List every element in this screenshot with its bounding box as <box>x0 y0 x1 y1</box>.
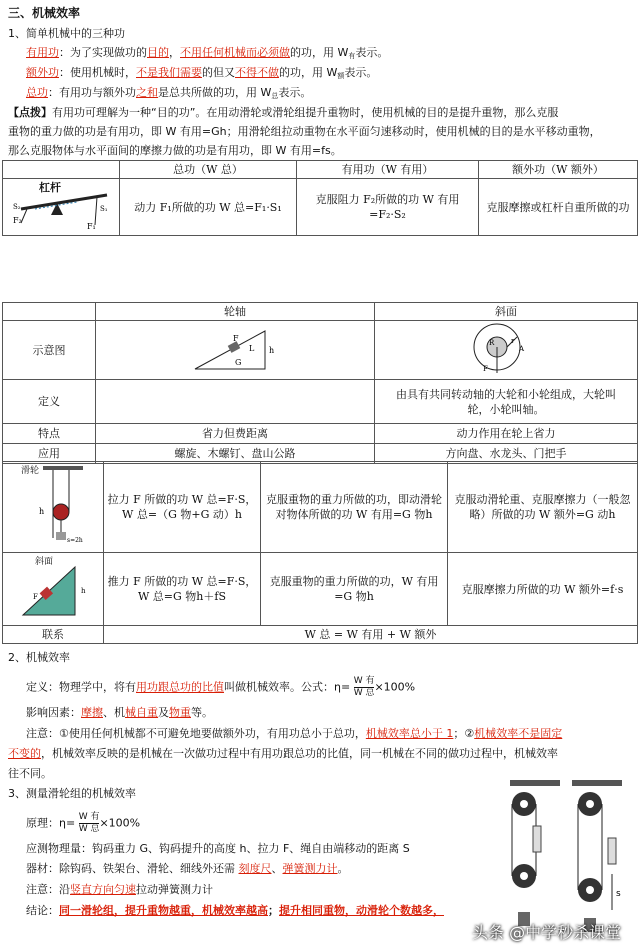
useful-text: ：为了实现做功的 <box>59 46 147 59</box>
wheel-axle-diagram <box>461 321 551 375</box>
def-frac <box>354 676 375 699</box>
svg-text:F₂: F₂ <box>13 216 22 225</box>
svg-text:A: A <box>519 345 525 353</box>
svg-text:h: h <box>39 507 45 516</box>
frac-num: W 有 <box>353 676 375 686</box>
slope-app: 方向盘、水龙头、门把手 <box>375 444 638 464</box>
svg-text:s=2h: s=2h <box>67 537 83 544</box>
header-extra-work: 额外功（W 额外） <box>479 161 638 179</box>
extra-label: 额外功 <box>26 66 59 79</box>
note-text3: ，机械效率反映的是机械在一次做功过程中有用功跟总功的比值，同一机械在不同的做功过程中，机械效率 <box>41 747 558 760</box>
extra-hl1: 不是我们需要 <box>136 66 202 79</box>
t2-header-slope: 斜面 <box>375 303 638 321</box>
svg-text:S₁: S₁ <box>100 205 108 213</box>
principle-frac <box>79 812 100 835</box>
extra-hl2: 不得不做 <box>235 66 279 79</box>
incline-diagram <box>185 321 285 375</box>
note-text1: 注意：①使用任何机械都不可避免地要做额外功，有用功总小于总功， <box>26 727 366 740</box>
factors-text2: 、机 <box>103 706 125 719</box>
equipment-hl2: 弹簧测力计 <box>282 862 338 875</box>
slope-extra-cell: 克服摩擦力所做的功 W 额外=f·s <box>448 553 638 626</box>
note-hl3: 不变的 <box>8 747 41 760</box>
pulley-slope-table <box>2 461 638 644</box>
pulley-extra-cell: 克服动滑轮重、克服摩擦力（一般忽略）所做的功 W 额外=G 动h <box>448 462 638 553</box>
extra-work-line <box>26 64 377 81</box>
svg-text:R: R <box>489 339 495 347</box>
link-formula: W 总 = W 有用 + W 额外 <box>104 626 638 644</box>
total-text3: 表示。 <box>278 86 312 99</box>
useful-text3: 的功，用 W <box>290 46 349 59</box>
principle-frac-num: W 有 <box>78 812 100 822</box>
header-total-work: 总功（W 总） <box>120 161 297 179</box>
frac-den: W 总 <box>353 688 375 698</box>
pulley-label: 滑轮 <box>21 466 40 476</box>
equipment-text2: 、 <box>271 862 283 875</box>
total-work-line <box>26 84 311 101</box>
quantities-line: 应测物理量：钩码重力 G、钩码提升的高度 h、拉力 F、绳自由端移动的距离 S <box>26 842 410 855</box>
lever-table <box>2 160 638 236</box>
factors-hl1: 摩擦 <box>81 706 103 719</box>
tip-line3: 那么克服物体与水平面间的摩擦力做的功是有用功，即 W 有用=fs。 <box>8 144 342 157</box>
slope-label: 斜面 <box>35 557 54 567</box>
extra-text2: 的但又 <box>202 66 235 79</box>
def-text2: 叫做机械效率。公式：η= <box>224 680 351 694</box>
tip-line1 <box>8 104 558 120</box>
svg-text:s: s <box>616 889 621 899</box>
note-text2: ；② <box>453 727 475 740</box>
s3-title: 3、测量滑轮组的机械效率 <box>8 787 136 800</box>
t2-header-wheel: 轮轴 <box>96 303 375 321</box>
principle-frac-den: W 总 <box>78 824 100 834</box>
svg-text:F: F <box>233 334 239 343</box>
svg-text:L: L <box>249 344 255 353</box>
principle-line <box>26 812 140 835</box>
slope-useful-cell: 克服重物的重力所做的功，W 有用=G 物h <box>261 553 448 626</box>
pulley-useful-cell: 克服重物的重力所做的功，即动滑轮对物体所做的功 W 有用=G 物h <box>261 462 448 553</box>
attention-text1: 注意：沿 <box>26 883 70 896</box>
row-feature-label: 特点 <box>3 424 96 444</box>
axle-diagram-cell <box>375 321 638 380</box>
def-text3: ×100% <box>374 680 416 694</box>
lever-diagram-cell <box>3 179 120 236</box>
total-hl1: 之和 <box>136 86 158 99</box>
extra-text4: 表示。 <box>344 66 378 79</box>
wheel-diagram-cell <box>96 321 375 380</box>
slope-feature: 动力作用在轮上省力 <box>375 424 638 444</box>
note-line1 <box>26 725 562 741</box>
conclusion-label: 结论： <box>26 904 59 917</box>
slope-diagram-cell <box>3 553 104 626</box>
header-useful-work: 有用功（W 有用） <box>297 161 479 179</box>
row-diagram-label: 示意图 <box>3 321 96 380</box>
useful-hl1: 目的 <box>147 46 169 59</box>
def-text1: 定义：物理学中，将有 <box>26 680 136 694</box>
extra-text3: 的功，用 W <box>279 66 338 79</box>
lever-total-cell: 动力 F₁所做的功 W 总=F₁·S₁ <box>120 179 297 236</box>
wheel-app: 螺旋、木螺钉、盘山公路 <box>96 444 375 464</box>
row-app-label: 应用 <box>3 444 96 464</box>
svg-text:h: h <box>269 346 275 355</box>
svg-text:r: r <box>511 337 515 345</box>
slope-total-cell: 推力 F 所做的功 W 总=F·S，W 总=G 物h＋fS <box>104 553 261 626</box>
equipment-hl1: 刻度尺 <box>238 862 272 875</box>
total-label: 总功 <box>26 86 48 99</box>
slope-def: 由具有共同转动轴的大轮和小轮组成，大轮叫轮，小轮叫轴。 <box>375 380 638 424</box>
conclusion-text2: ； <box>268 904 279 917</box>
equipment-line <box>26 860 349 876</box>
attention-text2: 拉动弹簧测力计 <box>136 883 213 896</box>
conclusion-hl1: 同一滑轮组，提升重物越重，机械效率越高 <box>59 904 268 917</box>
total-text2: 是总共所做的功，用 W <box>158 86 272 99</box>
useful-sub: 有 <box>348 52 356 60</box>
useful-text2: ， <box>169 46 180 59</box>
equipment-text1: 器材：除钩码、铁架台、滑轮、细线外还需 <box>26 862 239 875</box>
note-hl2: 机械效率不是固定 <box>474 727 563 740</box>
pulley-diagram <box>3 462 103 548</box>
factors-hl3: 物重 <box>169 706 191 719</box>
extra-text: ：使用机械时， <box>59 66 136 79</box>
note-line2 <box>8 745 558 761</box>
note-line3: 往不同。 <box>8 767 52 780</box>
def-hl: 用功跟总功的比值 <box>136 680 224 694</box>
conclusion-hl2: 提升相同重物，动滑轮个数越多， <box>279 904 444 917</box>
s2-title: 2、机械效率 <box>8 651 70 664</box>
principle-tail: ×100% <box>99 816 141 830</box>
tip-label: 【点拨】 <box>8 106 52 119</box>
wheel-feature: 省力但费距离 <box>96 424 375 444</box>
useful-hl2: 不用任何机械而必须做 <box>180 46 290 59</box>
tip-line2: 重物的重力做的功是有用功，即 W 有用=Gh；用滑轮组拉动重物在水平面匀速移动时，使用机械的目的是水平移动重物， <box>8 125 601 138</box>
tip-text1: 有用功可理解为一种“目的功”。在用动滑轮或滑轮组提升重物时，使用机械的目的是提升重物，那么克服 <box>52 106 559 119</box>
lever-diagram <box>7 179 115 231</box>
note-hl1: 机械效率总小于 1 <box>365 727 454 740</box>
attention-line <box>26 881 213 897</box>
lever-label: 杠杆 <box>39 181 61 194</box>
lever-extra-cell: 克服摩擦或杠杆自重所做的功 <box>479 179 638 236</box>
useful-work-line <box>26 44 388 61</box>
factors-text3: 及 <box>158 706 169 719</box>
lever-useful-cell: 克服阻力 F₂所做的功 W 有用=F₂·S₂ <box>297 179 479 236</box>
def-line <box>26 676 415 699</box>
attention-hl: 竖直方向匀速 <box>70 883 136 896</box>
t2-header-empty <box>3 303 96 321</box>
useful-label: 有用功 <box>26 46 59 59</box>
factors-hl2: 械自重 <box>125 706 158 719</box>
svg-text:F: F <box>33 593 38 601</box>
pulley-total-cell: 拉力 F 所做的功 W 总=F·S，W 总=（G 物+G 动）h <box>104 462 261 553</box>
total-sub: 总 <box>271 92 279 100</box>
row-def-label: 定义 <box>3 380 96 424</box>
conclusion-line <box>26 902 444 918</box>
total-text: ：有用功与额外功 <box>48 86 136 99</box>
factors-text4: 等。 <box>191 706 213 719</box>
svg-text:S₂: S₂ <box>13 203 21 211</box>
watermark: 头条 @中学秒杀课堂 <box>472 923 622 942</box>
pulley-diagram-cell <box>3 462 104 553</box>
principle-label: 原理：η= <box>26 816 76 830</box>
s1-title: 1、简单机械中的三种功 <box>8 27 125 40</box>
svg-text:h: h <box>81 587 86 595</box>
wheel-slope-table <box>2 302 638 464</box>
extra-sub: 额 <box>337 72 345 80</box>
factors-text1: 影响因素： <box>26 706 81 719</box>
svg-text:F: F <box>483 365 488 373</box>
lever-header-empty <box>3 161 120 179</box>
useful-text4: 表示。 <box>355 46 389 59</box>
section-title: 三、机械效率 <box>8 6 81 20</box>
svg-text:G: G <box>235 358 242 367</box>
wheel-def <box>96 380 375 424</box>
link-label: 联系 <box>3 626 104 644</box>
equipment-text3: 。 <box>337 862 349 875</box>
svg-text:F₁: F₁ <box>87 222 96 231</box>
factors-line <box>26 704 213 720</box>
